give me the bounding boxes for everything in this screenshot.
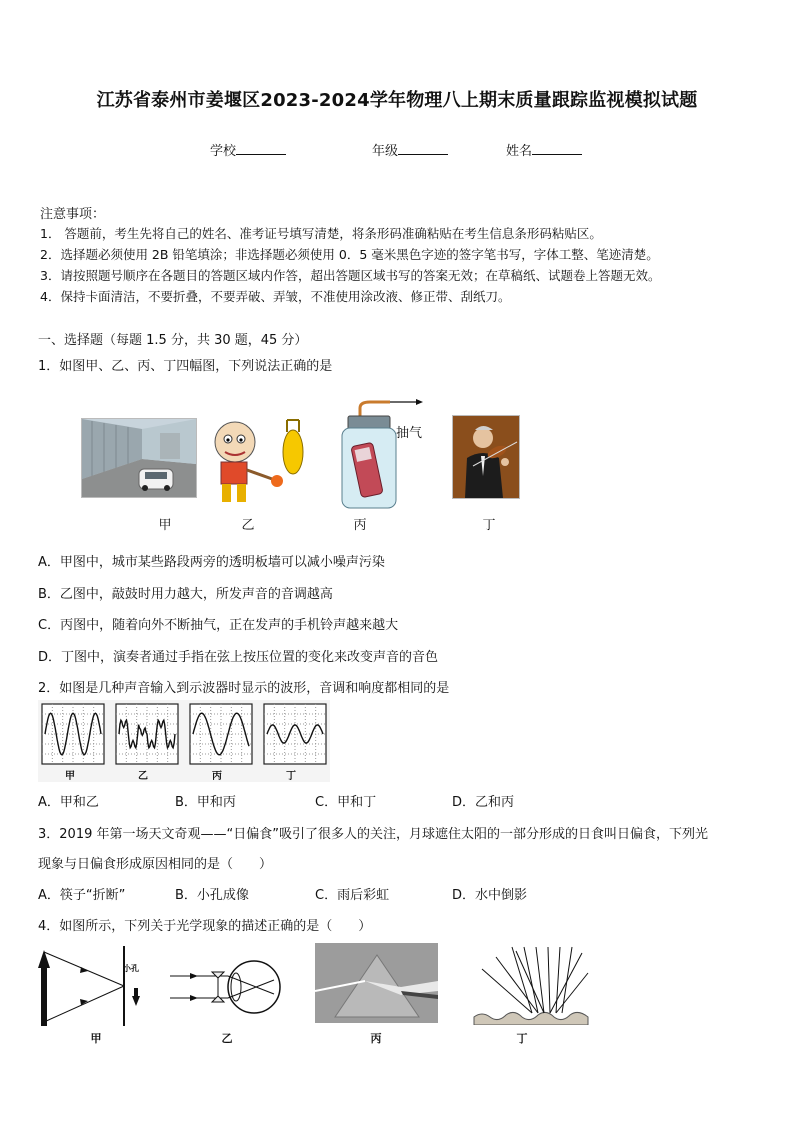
q4-label-ding: 丁 <box>516 1032 528 1045</box>
section-heading: 一、选择题（每题 1.5 分，共 30 题，45 分） <box>38 333 308 348</box>
q2-label-ding: 丁 <box>286 771 296 782</box>
name-field[interactable] <box>506 140 582 159</box>
q4-label-yi: 乙 <box>221 1032 233 1045</box>
q3-option-d[interactable]: D．水中倒影 <box>452 888 528 903</box>
notice-item: 1． 答题前，考生先将自己的姓名、准考证号填写清楚，将条形码准确粘贴在考生信息条形码粘贴区。 <box>40 226 602 241</box>
q1-option-b[interactable]: B．乙图中，敲鼓时用力越大，所发声音的音调越高 <box>38 587 333 602</box>
q4-stem: 4．如图所示，下列关于光学现象的描述正确的是（ ） <box>38 919 372 934</box>
q3-option-a[interactable]: A．筷子“折断” <box>38 888 126 903</box>
oscilloscope-screen <box>42 704 104 764</box>
q3-option-b[interactable]: B．小孔成像 <box>175 888 249 903</box>
school-label: 学校 <box>210 144 237 159</box>
q2-label-yi: 乙 <box>138 771 148 782</box>
q2-label-bing: 丙 <box>212 771 222 782</box>
q1-label-jia: 甲 <box>158 518 172 533</box>
q2-option-a[interactable]: A．甲和乙 <box>38 795 99 810</box>
q1-option-c[interactable]: C．丙图中，随着向外不断抽气，正在发声的手机铃声越来越大 <box>38 618 399 633</box>
q4-figure-yi-image <box>168 948 288 1028</box>
q1-figure-ding-image <box>452 415 520 499</box>
q3-option-c[interactable]: C．雨后彩虹 <box>315 888 390 903</box>
oscilloscope-screen <box>190 704 252 764</box>
page-title: 江苏省泰州市姜堰区2023-2024学年物理八上期末质量跟踪监视模拟试题 <box>96 90 698 111</box>
grade-field[interactable] <box>372 140 448 159</box>
q3-stem-line2: 现象与日偏食形成原因相同的是（ ） <box>38 857 273 872</box>
notice-item: 3．请按照题号顺序在各题目的答题区域内作答，超出答题区域书写的答案无效；在草稿纸、试题卷上答题无效。 <box>40 268 661 283</box>
q4-label-bing: 丙 <box>370 1032 382 1045</box>
q3-stem-line1: 3．2019 年第一场天文奇观——“日偏食”吸引了很多人的关注，月球遮住太阳的一部分形成的日食叫日偏食，下列光 <box>38 827 708 842</box>
q1-figure-jia-image <box>81 418 197 498</box>
q2-label-jia: 甲 <box>65 771 75 782</box>
notice-item: 2．选择题必须使用 2B 铅笔填涂；非选择题必须使用 0．5 毫米黑色字迹的签字笔书写，字体工整、笔迹清楚。 <box>40 247 659 262</box>
q1-figure-yi-image <box>207 412 307 506</box>
q2-option-b[interactable]: B．甲和丙 <box>175 795 236 810</box>
q4-figure-jia-image <box>36 946 154 1028</box>
school-field[interactable] <box>210 140 286 159</box>
q4-figure-ding-image <box>472 943 590 1025</box>
name-label: 姓名 <box>506 144 533 159</box>
q1-stem: 1．如图甲、乙、丙、丁四幅图，下列说法正确的是 <box>38 359 333 374</box>
q1-label-ding: 丁 <box>482 518 496 533</box>
notice-heading: 注意事项： <box>40 207 106 222</box>
oscilloscope-screen <box>264 704 326 764</box>
q1-label-bing: 丙 <box>353 518 367 533</box>
notice-item: 4．保持卡面清洁，不要折叠，不要弄破、弄皱，不准使用涂改液、修正带、刮纸刀。 <box>40 289 511 304</box>
oscilloscope-screen <box>116 704 178 764</box>
pump-label: 抽气 <box>396 426 423 441</box>
hole-label: 小孔 <box>123 964 139 973</box>
q4-label-jia: 甲 <box>90 1032 102 1045</box>
q1-option-d[interactable]: D．丁图中，演奏者通过手指在弦上按压位置的变化来改变声音的音色 <box>38 650 439 665</box>
q1-label-yi: 乙 <box>241 518 255 533</box>
grade-label: 年级 <box>372 144 399 159</box>
q2-stem: 2．如图是几种声音输入到示波器时显示的波形，音调和响度都相同的是 <box>38 681 450 696</box>
q4-figure-bing-image <box>315 943 438 1023</box>
q2-option-d[interactable]: D．乙和丙 <box>452 795 515 810</box>
q2-option-c[interactable]: C．甲和丁 <box>315 795 377 810</box>
q1-option-a[interactable]: A．甲图中，城市某些路段两旁的透明板墙可以减小噪声污染 <box>38 555 385 570</box>
q1-figure-bing-image <box>330 398 440 510</box>
